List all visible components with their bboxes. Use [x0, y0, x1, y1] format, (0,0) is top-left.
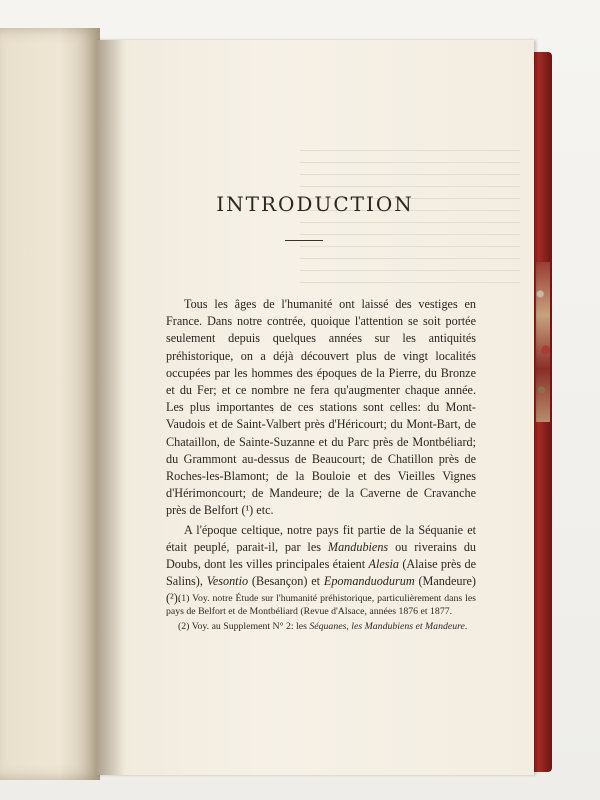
- term-alesia: Alesia: [368, 557, 399, 572]
- paragraph-2-part-c: (Alaise près de Salins),: [166, 557, 476, 589]
- paragraph-1: Tous les âges de l'humanité ont laissé des vestiges en France. Dans notre contrée, quoique l'attention se soit portée seulement depuis quelques années sur les antiquités préhistorique, on a déjà découvert plus de vingt localités occupées par les hommes des époques de la Pierre, du Bronze et du Fer; et ce nombre ne fera qu'augmenter chaque année. Les plus importantes de ces stations sont celles: du Mont-Vaudois et de Saint-Valbert près d'Héricourt; du Mont-Bart, de Chataillon, de Sainte-Suzanne et du Parc près de Montbéliard; du Grammont au-dessus de Beaucourt; de Chatillon près de Roches-les-Blamont; de la Bouloie et des Vieilles Vignes d'Hérimoncourt; de Mandeure; de la Caverne de Cravanche près de Belfort (¹) etc.: [166, 297, 476, 518]
- footnote-2-part-a: (2) Voy. au Supplement N° 2: les: [178, 621, 307, 632]
- body-text: [166, 296, 476, 610]
- term-epomanduodurum: Epomanduodurum: [323, 574, 415, 589]
- term-vesontio: Vesontio: [206, 574, 249, 589]
- footnotes: [166, 592, 476, 635]
- title-rule: [285, 240, 323, 241]
- footnote-1: (1) Voy. notre Étude sur l'humanité préhistorique, particulièrement dans les pays de Belfort et de Montbéliard (Revue d'Alsace, années 1876 et 1877.: [166, 593, 476, 617]
- page-title: INTRODUCTION: [216, 192, 414, 216]
- paragraph-2-part-a: A l'époque celtique, notre pays fit partie de la Séquanie et était peuplé, parait-il, par les: [166, 522, 476, 554]
- show-through-text: [300, 150, 520, 290]
- paragraph-2-part-b: ou riverains du Doubs, dont les villes principales étaient: [166, 539, 477, 572]
- paragraph-2-part-d: (Besançon) et: [251, 574, 321, 589]
- gutter-shadow: [96, 40, 126, 775]
- footnote-2-part-b: .: [464, 621, 468, 632]
- footnote-2: [166, 620, 476, 633]
- marbled-edge: [536, 262, 550, 422]
- footnote-2-title: Séquanes, les Mandubiens et Mandeure: [309, 621, 465, 632]
- term-mandubiens: Mandubiens: [327, 539, 389, 554]
- left-facing-page: [0, 28, 100, 780]
- paragraph-2-part-e: (Mandeure) (²).: [166, 574, 476, 606]
